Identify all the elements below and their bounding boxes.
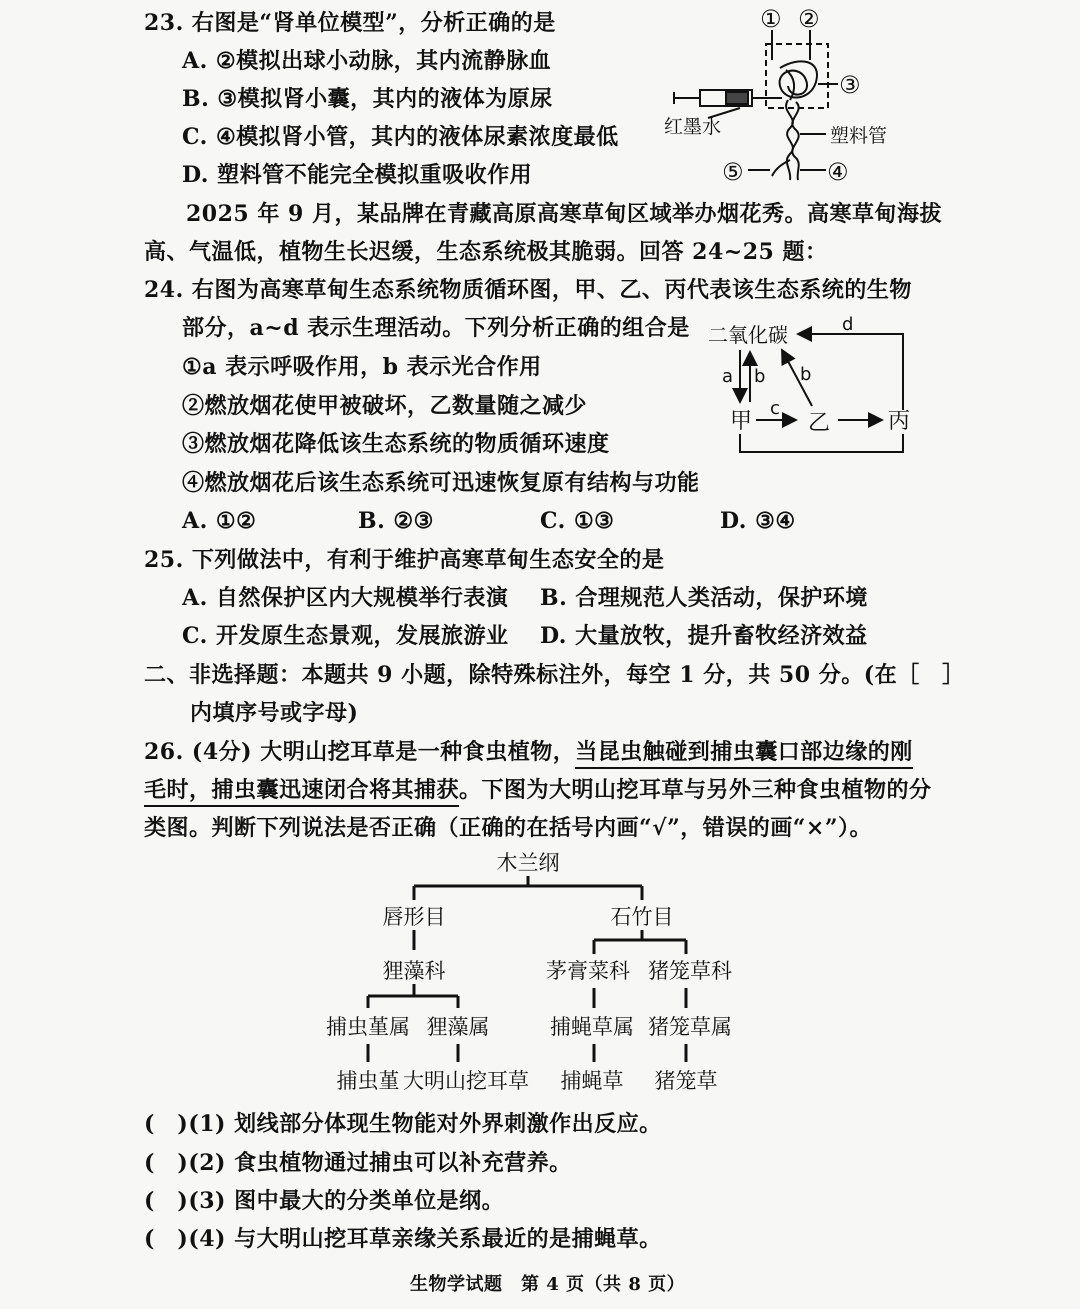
label-1: ① xyxy=(760,5,782,33)
label-2: ② xyxy=(798,5,820,33)
arrow-b-label-2: b xyxy=(800,364,812,385)
tree-family-2: 茅膏菜科 xyxy=(546,959,630,983)
q24-statement-2: ②燃放烟花使甲被破坏，乙数量随之减少 xyxy=(182,393,588,419)
q26-intro: 26. (4分) 大明山挖耳草是一种食虫植物， xyxy=(144,739,576,765)
q26-rest: 。下图为大明山挖耳草与另外三种食虫植物的分 xyxy=(459,777,932,803)
arrow-b-label-1: b xyxy=(754,366,766,387)
q25-option-d: D. 大量放牧，提升畜牧经济效益 xyxy=(540,623,868,649)
q24-option-a: A. ①② xyxy=(182,508,257,534)
arrow-d-label: d xyxy=(842,314,854,335)
tube-label: 塑料管 xyxy=(830,125,888,147)
q26-judgment-4: ( )(4) 与大明山挖耳草亲缘关系最近的是捕蝇草。 xyxy=(144,1226,662,1252)
q26-judgment-2: ( )(2) 食虫植物通过捕虫可以补充营养。 xyxy=(144,1150,572,1176)
q26-underlined-1: 当昆虫触碰到捕虫囊口部边缘的刚 xyxy=(575,739,913,769)
q24-option-b: B. ②③ xyxy=(358,508,434,534)
q24-option-c: C. ①③ xyxy=(540,508,615,534)
q23-option-c: C. ④模拟肾小管，其内的液体尿素浓度最低 xyxy=(182,124,619,150)
q23-stem: 23. 右图是“肾单位模型”，分析正确的是 xyxy=(144,10,556,36)
q26-judgment-1: ( )(1) 划线部分体现生物能对外界刺激作出反应。 xyxy=(144,1111,662,1137)
q25-stem: 25. 下列做法中，有利于维护高寒草甸生态安全的是 xyxy=(144,547,665,573)
section2-line-2: 内填序号或字母) xyxy=(190,700,359,726)
intro-line-2: 高、气温低，植物生长迟缓，生态系统极其脆弱。回答 24~25 题： xyxy=(144,239,828,265)
tree-root: 木兰纲 xyxy=(496,851,560,875)
tree-genus-2: 狸藻属 xyxy=(426,1015,490,1039)
q24-option-d: D. ③④ xyxy=(720,508,796,534)
tree-species-1: 捕虫堇 xyxy=(336,1069,400,1093)
q25-option-b: B. 合理规范人类活动，保护环境 xyxy=(540,585,868,611)
section2-line-1: 二、非选择题：本题共 9 小题，除特殊标注外，每空 1 分，共 50 分。(在［ ］ xyxy=(144,662,965,688)
q26-underlined-2: 毛时，捕虫囊迅速闭合将其捕获 xyxy=(144,777,459,807)
node-jia: 甲 xyxy=(730,409,753,434)
tree-species-4: 猪笼草 xyxy=(654,1069,718,1093)
tree-genus-4: 猪笼草属 xyxy=(648,1015,732,1039)
tree-genus-3: 捕蝇草属 xyxy=(550,1015,634,1039)
tree-order-1: 唇形目 xyxy=(382,905,446,929)
q25-option-a: A. 自然保护区内大规模举行表演 xyxy=(182,585,509,611)
q24-statement-4: ④燃放烟花后该生态系统可迅速恢复原有结构与功能 xyxy=(182,470,700,496)
label-5: ⑤ xyxy=(722,158,744,186)
tree-family-1: 狸藻科 xyxy=(382,959,446,983)
arrow-c-label: c xyxy=(770,398,780,419)
label-3: ③ xyxy=(839,71,861,99)
q25-option-c: C. 开发原生态景观，发展旅游业 xyxy=(182,623,509,649)
arrow-a-label: a xyxy=(722,366,734,387)
tree-genus-1: 捕虫堇属 xyxy=(326,1015,410,1039)
tree-family-3: 猪笼草科 xyxy=(648,959,732,983)
q26-judgment-3: ( )(3) 图中最大的分类单位是纲。 xyxy=(144,1188,505,1214)
tree-order-2: 石竹目 xyxy=(610,905,674,929)
co2-label: 二氧化碳 xyxy=(708,323,788,347)
tree-species-2: 大明山挖耳草 xyxy=(403,1069,529,1093)
ink-label: 红墨水 xyxy=(664,116,722,138)
q24-stem-1: 24. 右图为高寒草甸生态系统物质循环图，甲、乙、丙代表该生态系统的生物 xyxy=(144,277,912,303)
page-footer: 生物学试题 第 4 页（共 8 页） xyxy=(410,1274,686,1295)
q24-stem-2: 部分，a~d 表示生理活动。下列分析正确的组合是 xyxy=(182,315,690,341)
label-4: ④ xyxy=(827,158,849,186)
q23-option-a: A. ②模拟出球小动脉，其内流静脉血 xyxy=(182,48,552,74)
q23-option-b: B. ③模拟肾小囊，其内的液体为原尿 xyxy=(182,86,553,112)
q23-option-d: D. 塑料管不能完全模拟重吸收作用 xyxy=(182,162,533,188)
node-yi: 乙 xyxy=(808,411,831,436)
q24-statement-1: ①a 表示呼吸作用，b 表示光合作用 xyxy=(182,354,542,380)
tree-species-3: 捕蝇草 xyxy=(560,1069,624,1093)
q24-statement-3: ③燃放烟花降低该生态系统的物质循环速度 xyxy=(182,431,610,457)
q26-line-3: 类图。判断下列说法是否正确（正确的在括号内画“√”，错误的画“×”）。 xyxy=(144,815,873,841)
node-bing: 丙 xyxy=(888,409,911,434)
intro-line-1: 2025 年 9 月，某品牌在青藏高原高寒草甸区域举办烟花秀。高寒草甸海拔 xyxy=(186,201,943,227)
